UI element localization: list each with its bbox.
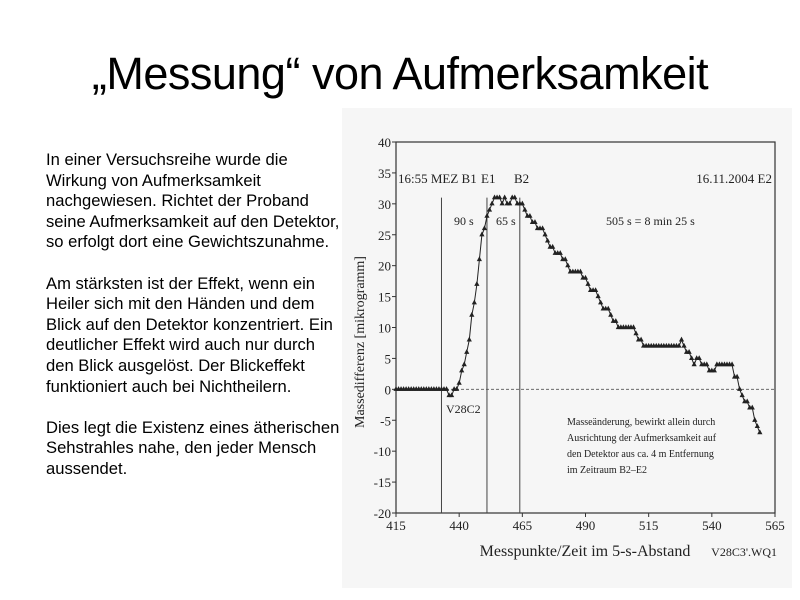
y-tick-label: 20 [378,258,391,274]
paragraph-2: Am stärksten ist der Effekt, wenn ein Heiler sich mit den Händen und dem Blick auf den Detektor konzentriert. Ein deutlicher Effekt wird auch nur durch den Blick ausgelöst. Der Blickeffekt funktioniert auch bei Nichtheilern. [46,273,333,396]
label-start-time: 16:55 MEZ B1 [398,171,477,186]
y-tick-label: 10 [378,320,391,336]
y-tick-label: 30 [378,196,391,212]
y-tick-label: -5 [380,413,391,429]
note-block [567,417,717,476]
x-axis-ticks [386,513,785,533]
x-tick-label: 440 [449,518,469,533]
label-b2: B2 [514,171,530,186]
x-tick-label: 540 [702,518,722,533]
x-tick-label: 490 [575,518,596,533]
note-line-3: den Detektor aus ca. 4 m Entfernung [567,449,714,460]
y-tick-label: -20 [373,506,391,521]
note-line-2: Ausrichtung der Aufmerksamkeit auf [567,433,717,444]
slide-body [46,150,346,500]
y-tick-label: 40 [378,135,391,150]
label-e1: E1 [481,171,496,186]
y-tick-label: 25 [378,227,391,243]
label-end-date: 16.11.2004 E2 [696,171,772,186]
x-axis-label: Messpunkte/Zeit im 5-s-Abstand [479,543,691,560]
file-label: V28C3'.WQ1 [711,545,777,559]
y-tick-label: 0 [384,382,391,398]
label-65s: 65 s [496,214,516,228]
y-tick-label: 35 [378,165,391,181]
x-tick-label: 415 [386,518,406,533]
y-axis-ticks [374,135,396,521]
slide-title: „Messung“ von Aufmerksamkeit [91,48,709,99]
y-tick-label: -15 [373,475,391,491]
data-series-line [396,198,760,433]
paragraph-1: In einer Versuchsreihe wurde die Wirkung von Aufmerksamkeit nachgewiesen. Richtet der Proband seine Aufmerksamkeit auf den Detektor, so erfolgt dort eine Gewichtszunahme. [46,150,340,252]
label-90s: 90 s [454,214,474,228]
note-line-4: im Zeitraum B2–E2 [567,465,647,476]
x-tick-label: 465 [512,518,533,533]
paragraph-3: Dies legt die Existenz eines ätherischen Sehstrahles nahe, den jeder Mensch aussendet. [46,417,340,478]
mass-difference-chart [342,108,800,600]
data-series-markers [393,194,762,434]
x-tick-label: 515 [638,518,659,533]
y-axis-label: Massedifferenz [mikrogramm] [353,256,368,428]
y-tick-label: -10 [373,444,391,460]
note-line-1: Masseänderung, bewirkt allein durch [567,417,716,428]
label-total-duration: 505 s = 8 min 25 s [606,214,695,228]
y-tick-label: 15 [378,289,391,305]
y-tick-label: 5 [384,351,391,367]
x-tick-label: 565 [765,518,785,533]
label-v28c2: V28C2 [446,402,481,416]
